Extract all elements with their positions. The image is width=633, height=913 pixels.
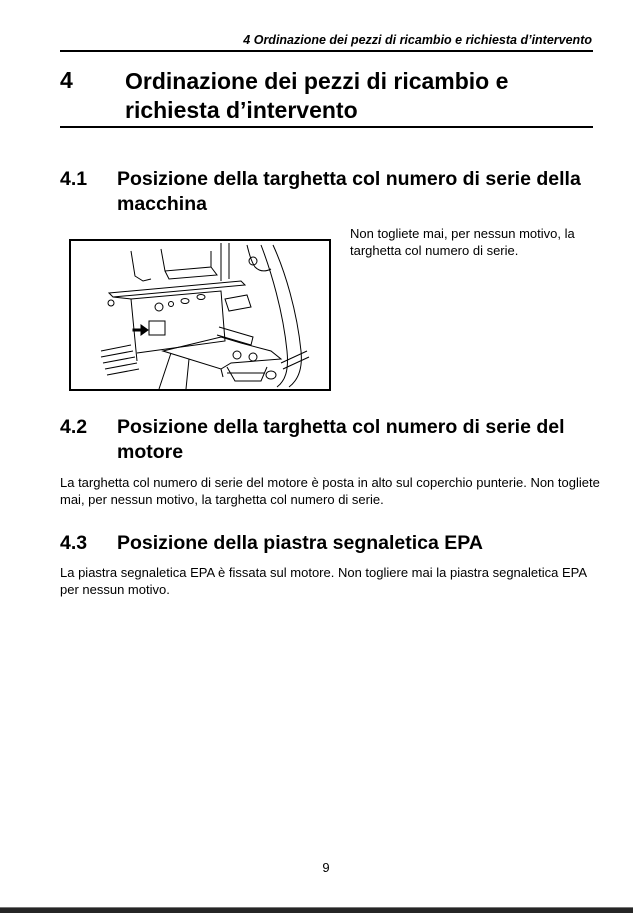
viewer-bottom-bar	[0, 907, 633, 913]
section-title: Posizione della targhetta col numero di serie della macchina	[117, 168, 581, 215]
chapter-title: Ordinazione dei pezzi di ricambio e richiesta d’intervento	[125, 68, 509, 123]
chapter-number: 4	[60, 67, 73, 93]
section-text: Non togliete mai, per nessun motivo, la targhetta col numero di serie.	[350, 226, 575, 258]
section-number: 4.1	[60, 168, 88, 190]
serial-plate-figure	[69, 239, 331, 391]
section-number: 4.2	[60, 416, 88, 438]
section-text: La targhetta col numero di serie del motore è posta in alto sul coperchio punterie. Non togliete mai, per nessun motivo, la targhetta col numero di serie.	[60, 475, 600, 507]
chapter-divider	[60, 126, 593, 128]
machine-illustration	[71, 241, 329, 389]
section-title: Posizione della piastra segnaletica EPA	[117, 532, 483, 554]
header-divider	[60, 50, 593, 52]
section-number: 4.3	[60, 532, 88, 554]
section-text: La piastra segnaletica EPA è fissata sul motore. Non togliere mai la piastra segnaletica EPA per nessun motivo.	[60, 565, 587, 597]
page-number: 9	[322, 860, 330, 875]
section-title: Posizione della targhetta col numero di serie del motore	[117, 416, 565, 463]
running-header: 4 Ordinazione dei pezzi di ricambio e richiesta d’intervento	[243, 33, 592, 47]
